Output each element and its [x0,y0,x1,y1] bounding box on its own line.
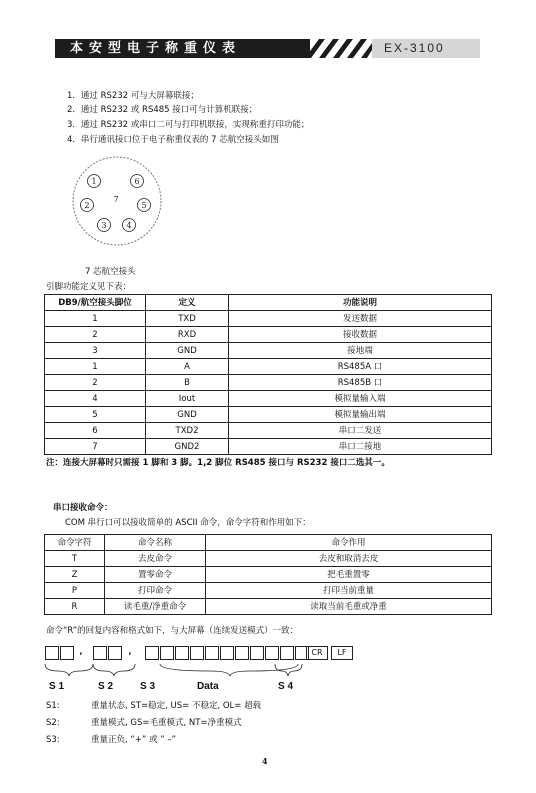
intro-item: 1．通过 RS232 可与大屏幕联接； [67,91,199,101]
table-row [45,359,492,375]
table-row [45,599,492,615]
table-cell: 打印当前重量 [206,583,492,599]
connector-caption: 7 芯航空接头 [85,267,136,277]
frame-label-s4: S 4 [278,681,294,692]
page-number: 4 [262,756,268,766]
table-cell: 4 [45,391,146,407]
table-cell: A [146,359,229,375]
frame-label-s1: S 1 [49,681,65,692]
table-cell: 6 [45,423,146,439]
table-cell: 接收数据 [229,327,492,343]
pin-label: 1 [91,177,97,186]
frame-label-data: Data [197,681,219,692]
frame-label-s3: S 3 [140,681,156,692]
table-row [45,327,492,343]
frame-terminator: LF [331,646,353,660]
table-cell: 打印命令 [105,583,206,599]
table-cell: 2 [45,375,146,391]
table-cell: RXD [146,327,229,343]
table-cell: 发送数据 [229,311,492,327]
frame-cell [235,646,249,660]
header-model: EX-3100 [384,41,445,55]
table-cell: 去皮和取消去皮 [206,551,492,567]
frame-cell [145,646,159,660]
pin-label: 5 [141,201,147,210]
header-stripes [305,39,375,58]
pin-table-header: 定义 [146,295,229,311]
legend-key: S3: [46,735,60,745]
pin-table [44,294,492,455]
frame-comma: , [128,647,132,656]
table-row [45,407,492,423]
frame-cell [220,646,234,660]
table-cell: RS485B 口 [229,375,492,391]
cmd-table-header: 命令字符 [45,535,105,551]
frame-cell [250,646,264,660]
table-cell: TXD [146,311,229,327]
pin-intro: 引脚功能定义见下表： [46,282,132,292]
table-row [45,551,492,567]
table-cell: 模拟量输入端 [229,391,492,407]
frame-cell [190,646,204,660]
legend-key: S1: [46,701,60,711]
connector-diagram [62,153,172,253]
table-cell: 置零命令 [105,567,206,583]
reply-desc: 命令“R”的回复内容和格式如下，与大屏幕（连续发送模式）一致： [46,626,299,636]
pin-label: 7 [113,195,119,204]
table-cell: P [45,583,105,599]
table-row [45,423,492,439]
table-cell: 2 [45,327,146,343]
header-title: 本安型电子称重仪表 [70,41,242,56]
cmd-table-header: 命令名称 [105,535,206,551]
table-cell: Z [45,567,105,583]
table-cell: 5 [45,407,146,423]
frame-cell [280,646,294,660]
pin-label: 2 [84,201,90,210]
frame-label-s2: S 2 [98,681,114,692]
legend-text: 重量状态, ST=稳定, US= 不稳定, OL= 超载 [91,701,262,711]
table-row [45,343,492,359]
table-row [45,583,492,599]
legend-text: 重量正负, “+” 或 ” –” [91,735,176,745]
table-cell: 把毛重置零 [206,567,492,583]
table-cell: 1 [45,359,146,375]
table-cell: 1 [45,311,146,327]
table-cell: Iout [146,391,229,407]
table-cell: GND [146,407,229,423]
note: 注：连接大屏幕时只需接 1 脚和 3 脚。1,2 脚位 RS485 接口与 RS232 接口二选其一。 [46,458,390,468]
table-cell: 读取当前毛重或净重 [206,599,492,615]
table-cell: 3 [45,343,146,359]
table-cell: 7 [45,439,146,455]
table-row [45,391,492,407]
table-row [45,375,492,391]
table-row [45,567,492,583]
frame-cell [265,646,279,660]
table-cell: 读毛重/净重命令 [105,599,206,615]
legend-text: 重量模式, GS=毛重模式, NT=净重模式 [91,718,242,728]
table-cell: 串口二接地 [229,439,492,455]
intro-item: 3．通过 RS232 或串口二可与打印机联接，实现称重打印功能； [67,120,310,130]
table-cell: B [146,375,229,391]
table-cell: 去皮命令 [105,551,206,567]
frame-cell [60,646,74,660]
table-cell: GND2 [146,439,229,455]
table-cell: TXD2 [146,423,229,439]
pin-table-header: 功能说明 [229,295,492,311]
table-cell: 接地端 [229,343,492,359]
table-cell: 模拟量输出端 [229,407,492,423]
table-cell: 串口二发送 [229,423,492,439]
frame-cell [93,646,107,660]
table-cell: GND [146,343,229,359]
frame-cell [175,646,189,660]
pin-label: 3 [101,221,107,230]
frame-cell [160,646,174,660]
pin-label: 6 [134,177,140,186]
pin-table-header: DB9/航空接头脚位 [45,295,146,311]
serial-title: 串口接收命令： [53,503,113,513]
frame-cell [45,646,59,660]
intro-item: 4．串行通讯接口位于电子称重仪表的 7 芯航空接头如图 [67,135,279,145]
pin-label: 4 [126,221,132,230]
serial-desc: COM 串行口可以接收简单的 ASCII 命令，命令字符和作用如下： [65,518,311,528]
table-cell: RS485A 口 [229,359,492,375]
frame-cell [205,646,219,660]
frame-cell [108,646,122,660]
cmd-table-header: 命令作用 [206,535,492,551]
frame-comma: , [79,647,83,656]
frame-terminator: CR [306,646,328,660]
command-table [44,534,492,615]
table-row [45,311,492,327]
table-cell: T [45,551,105,567]
intro-item: 2．通过 RS232 或 RS485 接口可与计算机联接； [67,105,258,115]
legend-key: S2: [46,718,60,728]
table-cell: R [45,599,105,615]
frame-braces [40,662,340,680]
table-row [45,439,492,455]
